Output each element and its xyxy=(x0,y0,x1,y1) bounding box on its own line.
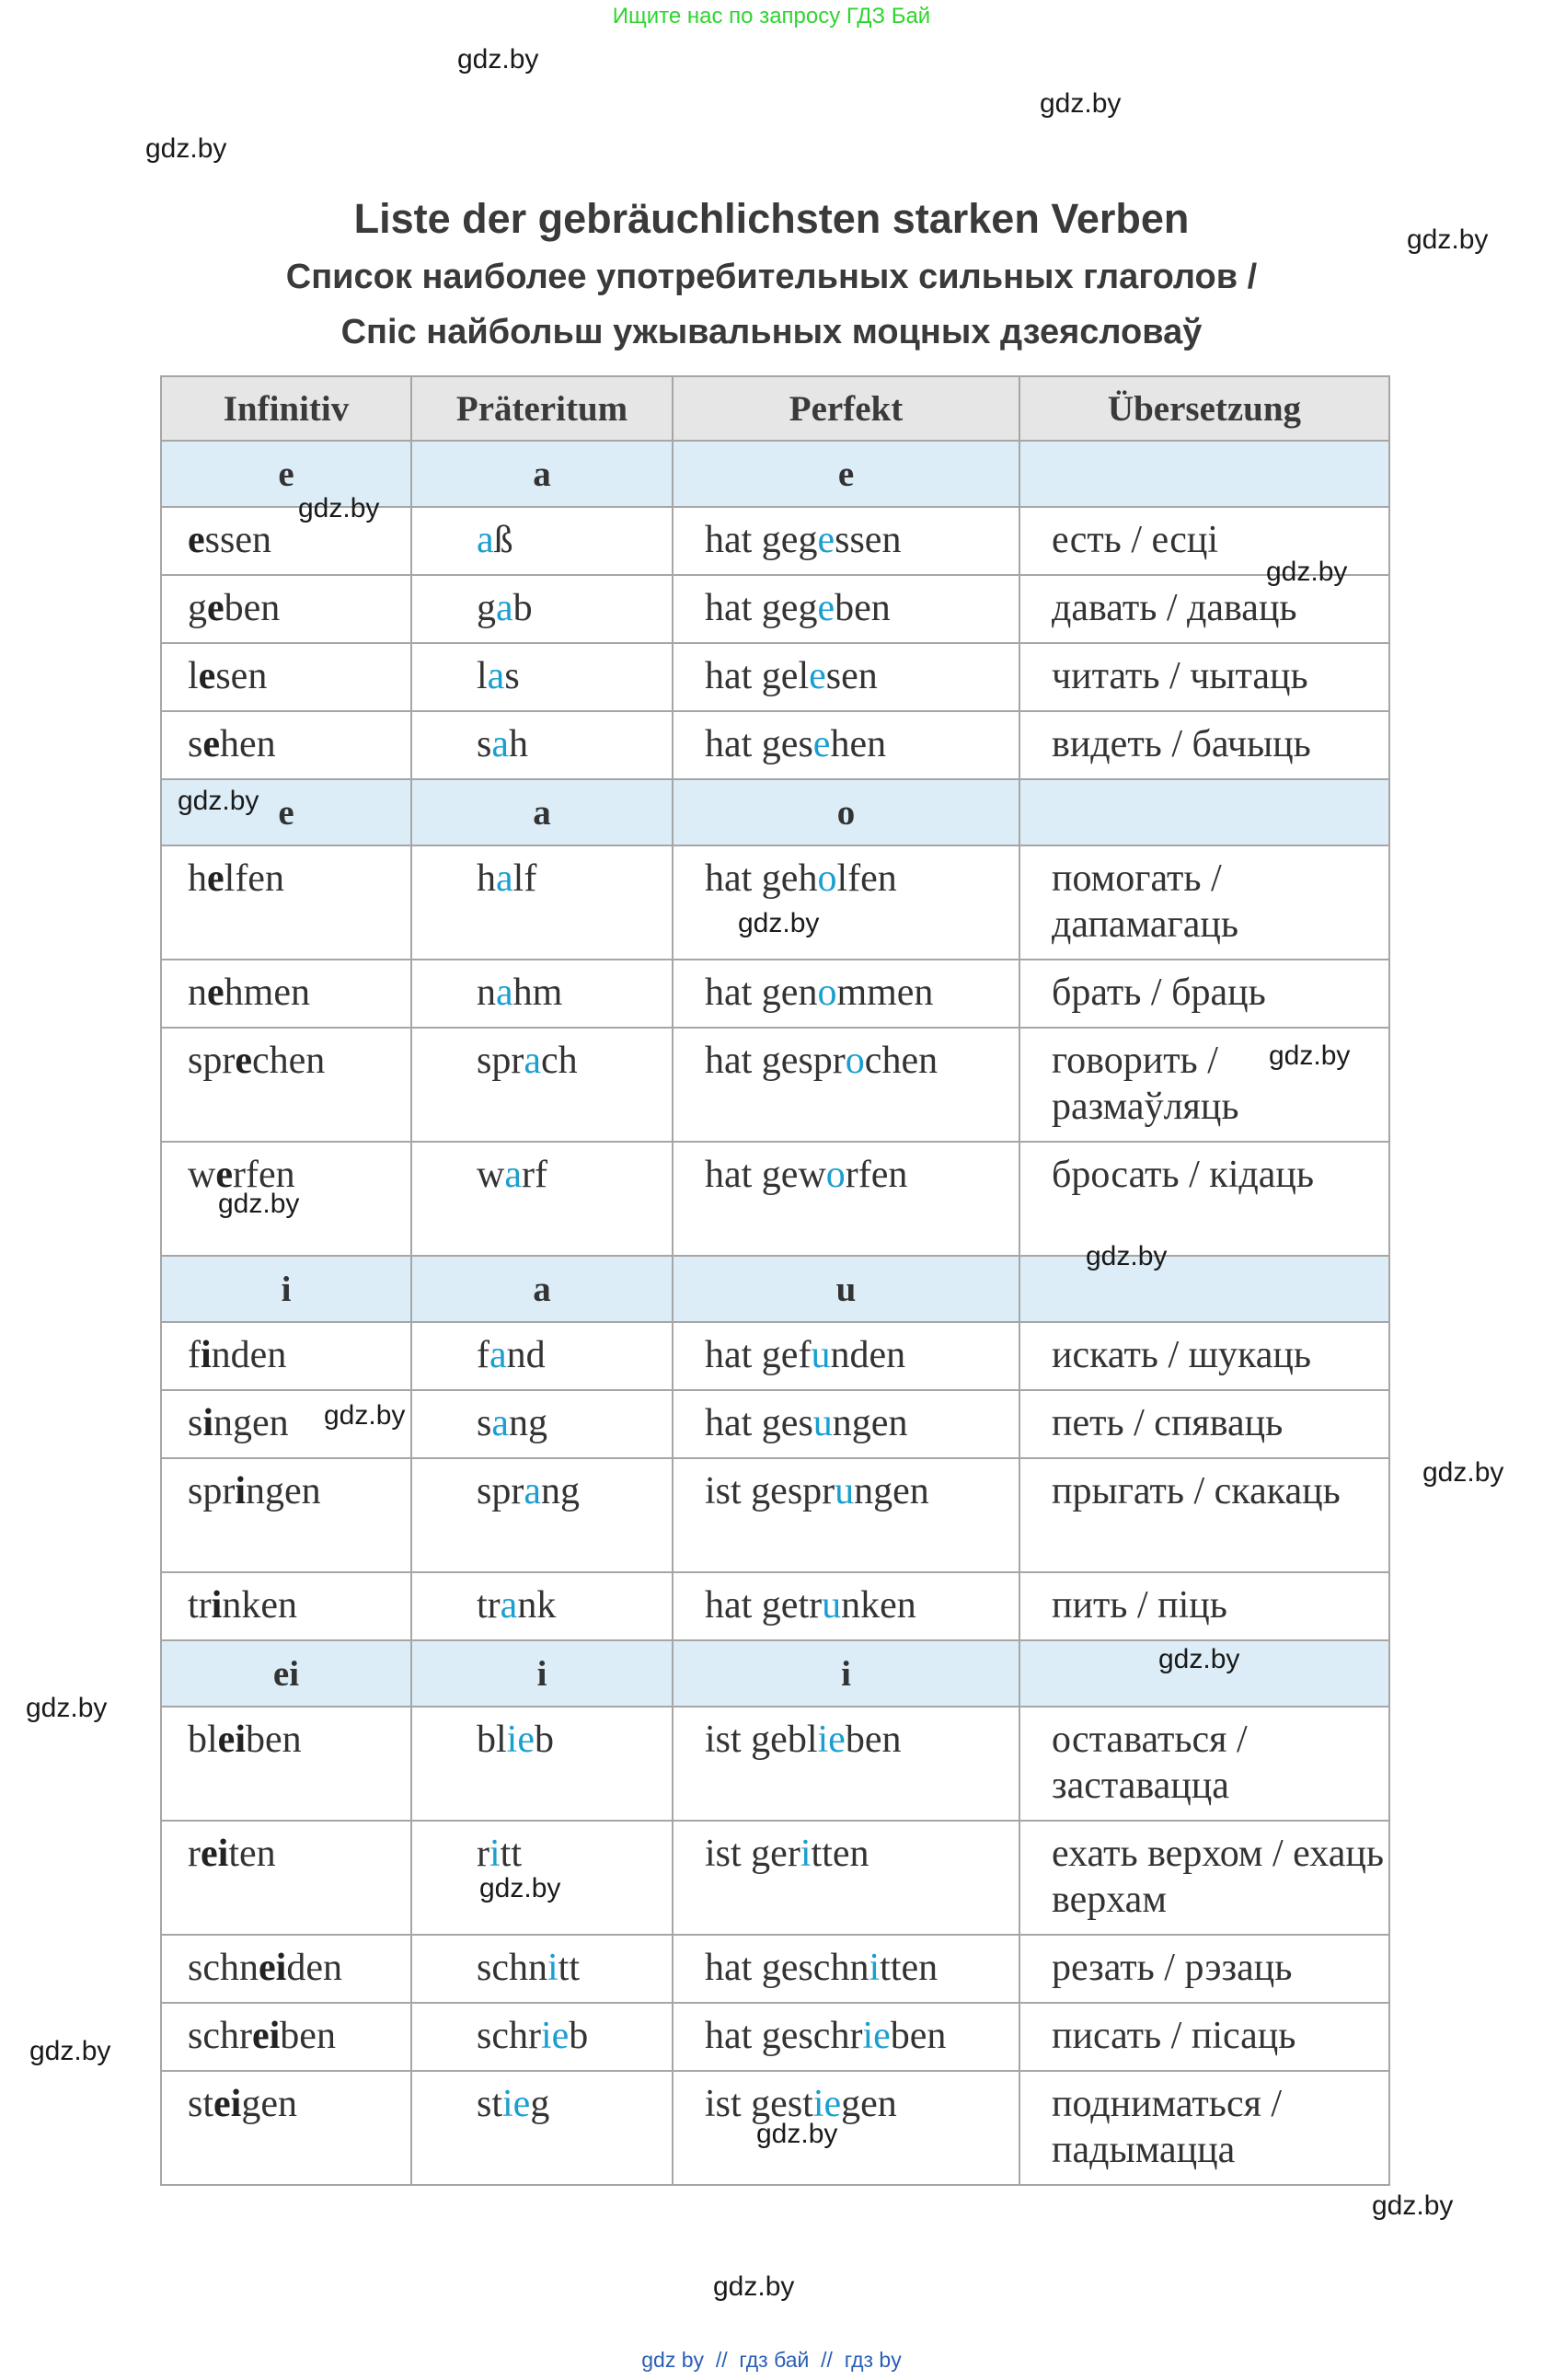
perfekt-cell: hat geholfen xyxy=(673,845,1019,960)
perfekt-cell: ist gesprungen xyxy=(673,1458,1019,1572)
watermark: gdz.by xyxy=(1422,1457,1504,1488)
table-header-row xyxy=(161,376,1389,441)
watermark: gdz.by xyxy=(324,1400,406,1431)
table-row xyxy=(161,1821,1389,1935)
watermark: gdz.by xyxy=(298,493,380,523)
watermark: gdz.by xyxy=(1269,1041,1351,1071)
watermark: gdz.by xyxy=(479,1873,561,1903)
perfekt-cell: hat gegessen xyxy=(673,507,1019,575)
group-empty-cell xyxy=(1019,779,1389,845)
table-row xyxy=(161,1322,1389,1390)
group-infinitiv-vowel: i xyxy=(161,1256,411,1322)
praeteritum-cell: fand xyxy=(411,1322,673,1390)
watermark: gdz.by xyxy=(145,133,227,164)
table-row xyxy=(161,1458,1389,1572)
perfekt-cell: hat geworfen xyxy=(673,1142,1019,1256)
perfekt-cell: ist gestiegen xyxy=(673,2071,1019,2185)
bottom-link-gdz-by-cyr[interactable]: гдз by xyxy=(844,2348,902,2372)
group-praeteritum-vowel: i xyxy=(411,1640,673,1707)
bottom-link-gdz-bai[interactable]: гдз бай xyxy=(739,2348,810,2372)
infinitiv-cell: geben xyxy=(161,575,411,643)
perfekt-cell: hat gesehen xyxy=(673,711,1019,779)
watermark: gdz.by xyxy=(1086,1241,1168,1271)
infinitiv-cell: reiten xyxy=(161,1821,411,1935)
group-empty-cell xyxy=(1019,1256,1389,1322)
watermark: gdz.by xyxy=(1372,2190,1454,2221)
perfekt-cell: hat geschrieben xyxy=(673,2003,1019,2071)
table-row xyxy=(161,2003,1389,2071)
watermark: gdz.by xyxy=(713,2271,795,2302)
infinitiv-cell: sehen xyxy=(161,711,411,779)
praeteritum-cell: trank xyxy=(411,1572,673,1640)
header-infinitiv: Infinitiv xyxy=(161,376,411,441)
perfekt-cell: ist geblieben xyxy=(673,1707,1019,1821)
praeteritum-cell: nahm xyxy=(411,960,673,1028)
link-separator: // xyxy=(821,2348,833,2372)
group-empty-cell xyxy=(1019,441,1389,507)
table-row xyxy=(161,1935,1389,2003)
perfekt-cell: hat genommen xyxy=(673,960,1019,1028)
translation-cell: видеть / бачыць xyxy=(1019,711,1389,779)
translation-cell: пить / піць xyxy=(1019,1572,1389,1640)
perfekt-cell: ist geritten xyxy=(673,1821,1019,1935)
table-row xyxy=(161,960,1389,1028)
infinitiv-cell: bleiben xyxy=(161,1707,411,1821)
translation-cell: петь / спяваць xyxy=(1019,1390,1389,1458)
praeteritum-cell: gab xyxy=(411,575,673,643)
translation-cell: читать / чытаць xyxy=(1019,643,1389,711)
perfekt-cell: hat getrunken xyxy=(673,1572,1019,1640)
translation-cell: подниматься / падымацца xyxy=(1019,2071,1389,2185)
vowel-group-row xyxy=(161,779,1389,845)
group-perfekt-vowel: o xyxy=(673,779,1019,845)
perfekt-cell: hat gesprochen xyxy=(673,1028,1019,1142)
infinitiv-cell: finden xyxy=(161,1322,411,1390)
perfekt-cell: hat gefunden xyxy=(673,1322,1019,1390)
page-title-russian: Список наиболее употребительных сильных глаголов / xyxy=(285,258,1258,296)
strong-verbs-table xyxy=(160,375,1390,2186)
translation-cell: давать / даваць xyxy=(1019,575,1389,643)
praeteritum-cell: ritt xyxy=(411,1821,673,1935)
table-row xyxy=(161,1707,1389,1821)
table-row xyxy=(161,1142,1389,1256)
infinitiv-cell: werfen xyxy=(161,1142,411,1256)
infinitiv-cell: schneiden xyxy=(161,1935,411,2003)
translation-cell: резать / рэзаць xyxy=(1019,1935,1389,2003)
praeteritum-cell: stieg xyxy=(411,2071,673,2185)
praeteritum-cell: las xyxy=(411,643,673,711)
table-row xyxy=(161,711,1389,779)
translation-cell: искать / шукаць xyxy=(1019,1322,1389,1390)
group-praeteritum-vowel: a xyxy=(411,1256,673,1322)
translation-cell: бросать / кідаць xyxy=(1019,1142,1389,1256)
watermark: gdz.by xyxy=(1158,1644,1240,1674)
perfekt-cell: hat gesungen xyxy=(673,1390,1019,1458)
link-separator: // xyxy=(715,2348,728,2372)
group-perfekt-vowel: u xyxy=(673,1256,1019,1322)
praeteritum-cell: sah xyxy=(411,711,673,779)
infinitiv-cell: steigen xyxy=(161,2071,411,2185)
infinitiv-cell: singen xyxy=(161,1390,411,1458)
watermark: gdz.by xyxy=(29,2036,111,2066)
translation-cell: оставаться / заставацца xyxy=(1019,1707,1389,1821)
infinitiv-cell: sprechen xyxy=(161,1028,411,1142)
praeteritum-cell: sprang xyxy=(411,1458,673,1572)
group-perfekt-vowel: i xyxy=(673,1640,1019,1707)
watermark: gdz.by xyxy=(218,1189,300,1219)
watermark: gdz.by xyxy=(178,786,259,816)
translation-cell: помогать / дапамагаць xyxy=(1019,845,1389,960)
infinitiv-cell: helfen xyxy=(161,845,411,960)
translation-cell: прыгать / скакаць xyxy=(1019,1458,1389,1572)
page-title-german: Liste der gebräuchlichsten starken Verben xyxy=(353,195,1190,242)
perfekt-cell: hat gelesen xyxy=(673,643,1019,711)
infinitiv-cell: essen xyxy=(161,507,411,575)
header-praeteritum: Präteritum xyxy=(411,376,673,441)
translation-cell: есть / есці xyxy=(1019,507,1389,575)
watermark: gdz.by xyxy=(756,2119,838,2149)
table-row xyxy=(161,1028,1389,1142)
infinitiv-cell: trinken xyxy=(161,1572,411,1640)
vowel-group-row xyxy=(161,1256,1389,1322)
search-banner[interactable]: Ищите нас по запросу ГДЗ Бай xyxy=(612,4,931,29)
praeteritum-cell: sprach xyxy=(411,1028,673,1142)
group-infinitiv-vowel: e xyxy=(161,441,411,507)
translation-cell: писать / пісаць xyxy=(1019,2003,1389,2071)
watermark: gdz.by xyxy=(457,44,539,75)
translation-cell: ехать верхом / ехаць верхам xyxy=(1019,1821,1389,1935)
perfekt-cell: hat geschnitten xyxy=(673,1935,1019,2003)
praeteritum-cell: blieb xyxy=(411,1707,673,1821)
table-row xyxy=(161,643,1389,711)
infinitiv-cell: nehmen xyxy=(161,960,411,1028)
watermark: gdz.by xyxy=(1407,224,1489,255)
infinitiv-cell: lesen xyxy=(161,643,411,711)
group-praeteritum-vowel: a xyxy=(411,441,673,507)
watermark: gdz.by xyxy=(1040,88,1122,119)
praeteritum-cell: half xyxy=(411,845,673,960)
perfekt-cell: hat gegeben xyxy=(673,575,1019,643)
watermark: gdz.by xyxy=(738,908,820,938)
translation-cell: брать / браць xyxy=(1019,960,1389,1028)
praeteritum-cell: warf xyxy=(411,1142,673,1256)
bottom-link-gdz-by[interactable]: gdz by xyxy=(641,2348,705,2372)
praeteritum-cell: sang xyxy=(411,1390,673,1458)
translation-cell: говорить / размаўляць xyxy=(1019,1028,1389,1142)
group-infinitiv-vowel: ei xyxy=(161,1640,411,1707)
header-perfekt: Perfekt xyxy=(673,376,1019,441)
watermark: gdz.by xyxy=(26,1693,108,1723)
praeteritum-cell: schrieb xyxy=(411,2003,673,2071)
header-uebersetzung: Übersetzung xyxy=(1019,376,1389,441)
group-infinitiv-vowel: e xyxy=(161,779,411,845)
infinitiv-cell: schreiben xyxy=(161,2003,411,2071)
group-praeteritum-vowel: a xyxy=(411,779,673,845)
bottom-links xyxy=(0,2348,1543,2373)
praeteritum-cell: aß xyxy=(411,507,673,575)
table-row xyxy=(161,575,1389,643)
praeteritum-cell: schnitt xyxy=(411,1935,673,2003)
group-perfekt-vowel: e xyxy=(673,441,1019,507)
table-row xyxy=(161,1572,1389,1640)
table-row xyxy=(161,845,1389,960)
page-title-belarusian: Спіс найбольш ужывальных моцных дзеясловаў xyxy=(340,313,1203,351)
infinitiv-cell: springen xyxy=(161,1458,411,1572)
watermark: gdz.by xyxy=(1266,557,1348,587)
